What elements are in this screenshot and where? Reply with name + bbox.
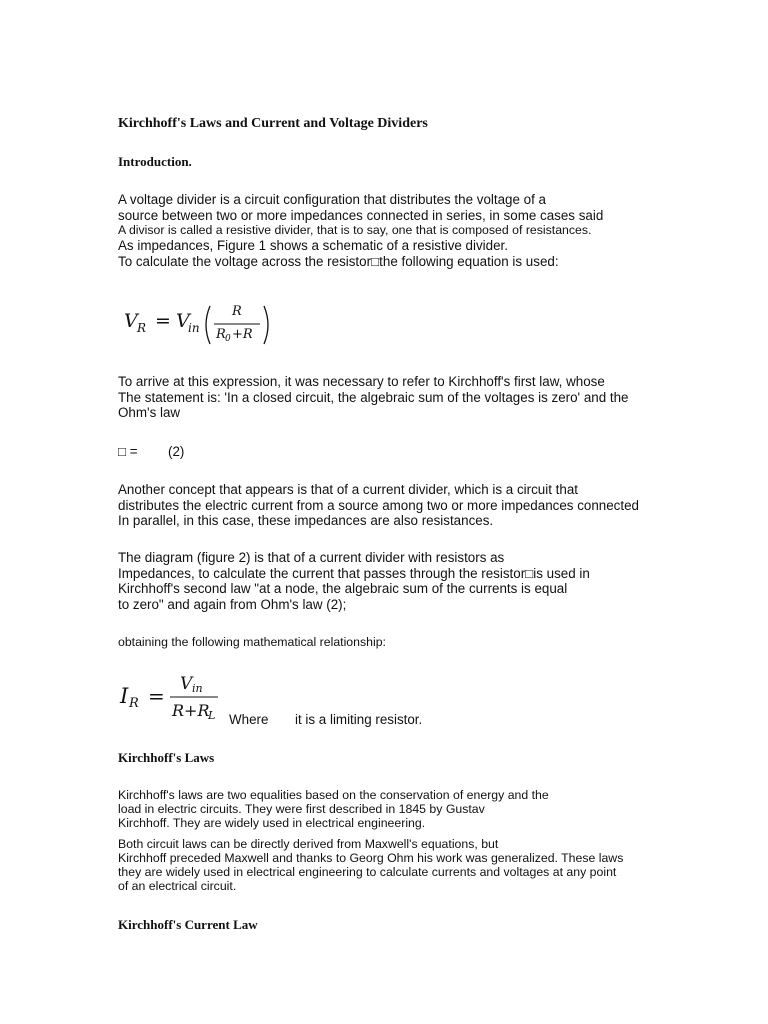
paragraph-voltage-divider	[118, 192, 603, 269]
text-line: Kirchhoff. They are widely used in electrical engineering.	[118, 816, 426, 830]
text-line: Kirchhoff's second law "at a node, the algebraic sum of the currents is equal	[118, 581, 568, 596]
text-line: Kirchhoff's laws are two equalities based on the conservation of energy and the	[118, 788, 549, 802]
introduction-heading: Introduction.	[118, 154, 192, 169]
text-line: Kirchhoff preceded Maxwell and thanks to Georg Ohm his work was generalized. These laws	[118, 851, 624, 865]
eq-denominator-subscript: L	[208, 709, 216, 722]
eq-lhs-symbol: I	[120, 684, 129, 708]
equation-voltage-divider	[122, 296, 282, 356]
text-line: The diagram (figure 2) is that of a current divider with resistors as	[118, 550, 505, 565]
eq-denominator: R+R	[172, 701, 210, 720]
eq-lhs-subscript: R	[129, 696, 139, 711]
paragraph-kirchhoff-intro	[118, 788, 549, 830]
text-line: A divisor is called a resistive divider, that is to say, one that is composed of resistances.	[118, 223, 592, 237]
eq-vin-subscript: in	[188, 321, 200, 335]
eq-numerator: R	[232, 304, 242, 319]
text-line: to zero" and again from Ohm's law (2);	[118, 596, 347, 612]
section-heading-kirchhoffs-laws: Kirchhoff's Laws	[118, 750, 215, 765]
text-line: they are widely used in electrical engineering to calculate currents and voltages at any point	[118, 865, 617, 879]
text-line: The statement is: 'In a closed circuit, the algebraic sum of the voltages is zero' and the	[118, 389, 629, 405]
paragraph-kirchhoff-first-law	[118, 374, 629, 421]
equation-ohms-law-lhs: □ =	[118, 444, 138, 459]
paragraph-maxwell	[118, 837, 623, 893]
right-paren	[264, 306, 268, 344]
paragraph-figure-2	[118, 550, 590, 612]
equation-number-2: (2)	[168, 444, 185, 459]
text-line: load in electric circuits. They were first described in 1845 by Gustav	[118, 802, 485, 816]
eq-denominator-plus-r: +R	[232, 327, 253, 342]
where-label: Where	[229, 712, 269, 727]
text-line: distributes the electric current from a source among two or more impedances connected	[118, 497, 639, 513]
where-description: it is a limiting resistor.	[295, 712, 423, 727]
text-line: A voltage divider is a circuit configuration that distributes the voltage of a	[118, 192, 546, 207]
eq-numerator-subscript: in	[192, 682, 203, 695]
document-title: Kirchhoff's Laws and Current and Voltage Dividers	[118, 116, 428, 131]
eq-equals: =	[148, 684, 165, 708]
text-line: To calculate the voltage across the resistor□the following equation is used:	[118, 253, 559, 269]
text-line: In parallel, in this case, these impedances are also resistances.	[118, 513, 494, 528]
text-line: source between two or more impedances connected in series, in some cases said	[118, 207, 604, 223]
eq-lhs-symbol: V	[124, 310, 138, 332]
eq-numerator-symbol: V	[180, 674, 193, 694]
equation-current-divider	[118, 672, 238, 728]
text-line: Both circuit laws can be directly derived from Maxwell's equations, but	[118, 837, 499, 851]
paragraph-current-divider	[118, 482, 639, 529]
eq-lhs-subscript: R	[137, 321, 147, 335]
text-line: Impedances, to calculate the current that passes through the resistor□is used in	[118, 565, 590, 581]
eq-fraction-bar	[170, 696, 220, 700]
text-line: To arrive at this expression, it was necessary to refer to Kirchhoff's first law, whose	[118, 374, 605, 389]
eq-denominator-r0: R	[216, 327, 226, 342]
paragraph-relationship: obtaining the following mathematical relationship:	[118, 635, 386, 649]
section-heading-current-law: Kirchhoff's Current Law	[118, 917, 258, 932]
text-line: Another concept that appears is that of a current divider, which is a circuit that	[118, 482, 578, 497]
eq-equals: =	[155, 310, 171, 332]
left-paren	[206, 306, 210, 344]
text-line: Ohm's law	[118, 405, 181, 420]
text-line: of an electrical circuit.	[118, 879, 237, 893]
eq-denominator-subscript: 0	[225, 334, 231, 344]
eq-vin-symbol: V	[176, 310, 190, 332]
text-line: As impedances, Figure 1 shows a schematic of a resistive divider.	[118, 238, 508, 253]
